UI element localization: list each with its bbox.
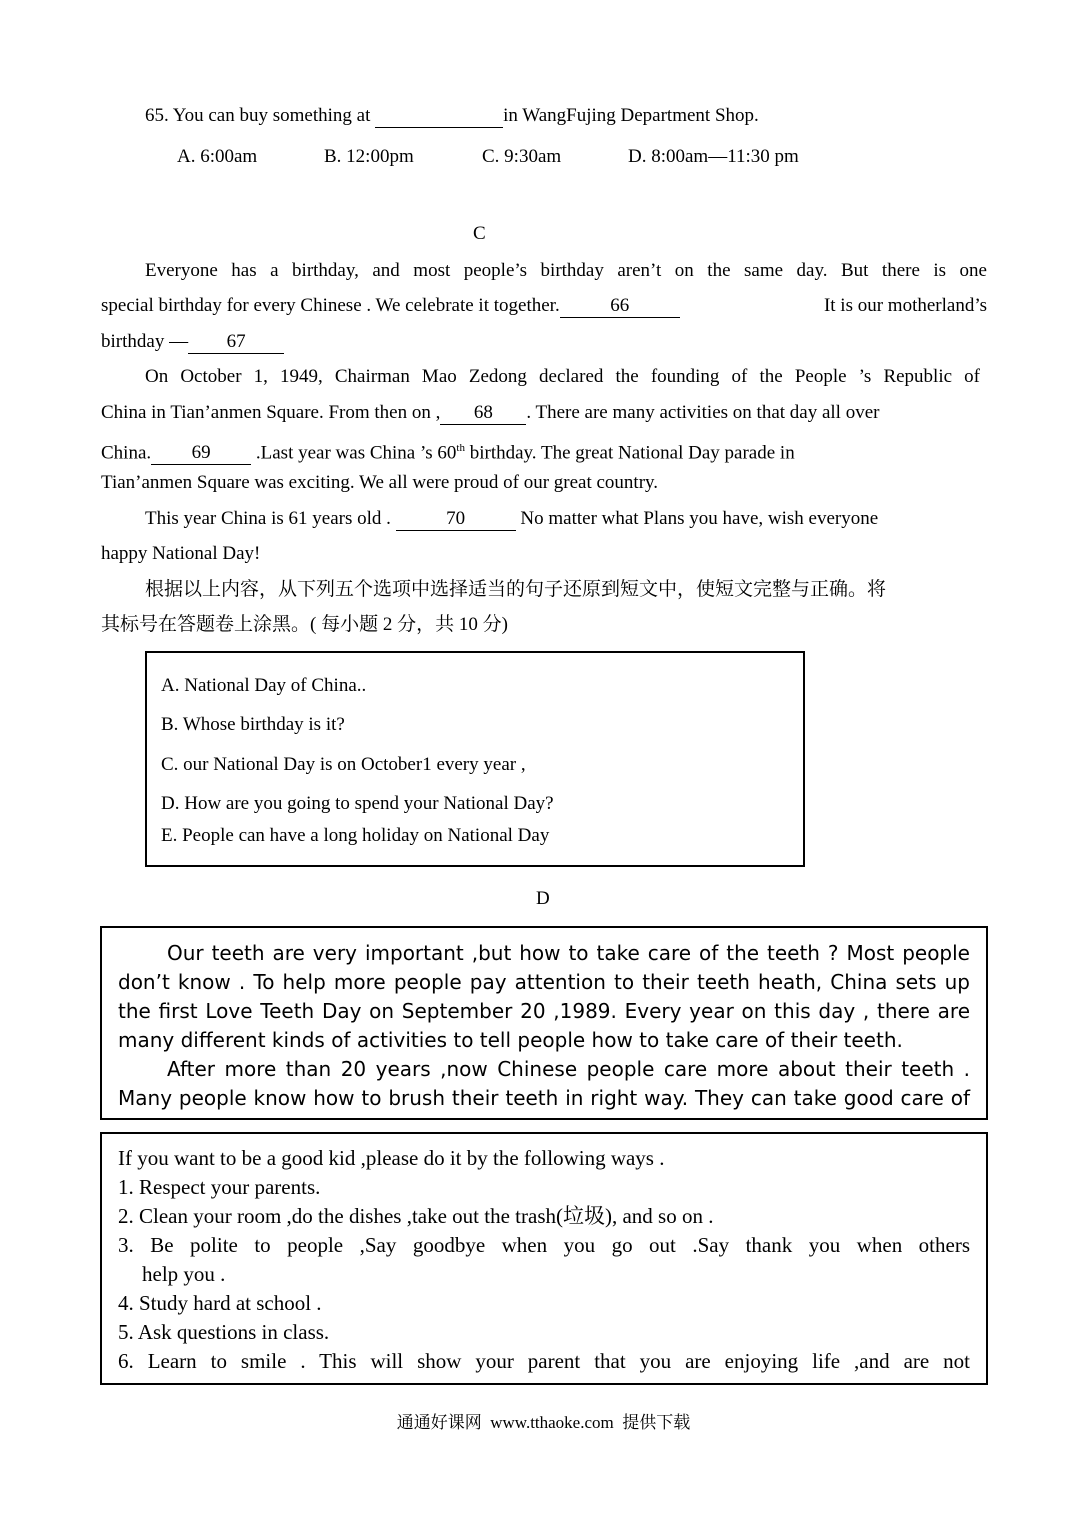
- choices-box: [145, 651, 805, 867]
- kid-line-intro: If you want to be a good kid ,please do it by the following ways .: [118, 1146, 665, 1170]
- blank-67: 67: [188, 331, 284, 354]
- good-kid-box: [100, 1132, 988, 1385]
- q65-stem-after: in WangFujing Department Shop.: [503, 105, 759, 126]
- q65-blank: [375, 105, 503, 128]
- teeth-line-5: After more than 20 years ,now Chinese people care more about their teeth .: [167, 1057, 970, 1081]
- teeth-line-2: don’t know . To help more people pay attention to their teeth heath, China sets up: [118, 970, 970, 994]
- section-c-para2-line1: On October 1, 1949, Chairman Mao Zedong declared the founding of the People ’s Republic of: [145, 366, 980, 387]
- section-c-instruction-line2: 其标号在答题卷上涂黑。( 每小题 2 分，共 10 分): [101, 614, 508, 635]
- teeth-line-6: Many people know how to brush their teeth in right way. They can take good care of: [118, 1086, 970, 1110]
- blank-70: 70: [396, 508, 516, 531]
- q65-option-c: C. 9:30am: [482, 146, 562, 167]
- section-c-instruction-line1: 根据以上内容，从下列五个选项中选择适当的句子还原到短文中，使短文完整与正确。将: [145, 579, 887, 600]
- section-c-para1-line3: birthday — 67: [101, 329, 987, 355]
- question-65: [145, 103, 759, 129]
- section-c-para1-line1: Everyone has a birthday, and most people’s birthday aren’t on the same day. But there is one: [145, 260, 987, 281]
- teeth-line-1: Our teeth are very important ,but how to take care of the teeth ? Most people: [167, 941, 970, 965]
- choice-a: A. National Day of China..: [161, 675, 367, 696]
- kid-line-4: 4. Study hard at school .: [118, 1291, 322, 1315]
- section-c-para2-line3: China. 69 .Last year was China ’s 60th birthday. The great National Day parade in: [101, 442, 795, 464]
- kid-line-3-cont: help you .: [142, 1262, 226, 1286]
- section-c-para1-line2: special birthday for every Chinese . We celebrate it together. 66 It is our motherland’s: [101, 295, 987, 316]
- q65-option-d: D. 8:00am—11:30 pm: [628, 146, 799, 167]
- q65-stem-before: 65. You can buy something at: [145, 105, 376, 126]
- q65-option-a: A. 6:00am: [177, 146, 258, 167]
- choice-b: B. Whose birthday is it?: [161, 714, 345, 735]
- blank-68: 68: [440, 402, 526, 425]
- choice-c: C. our National Day is on October1 every year ,: [161, 754, 526, 775]
- section-c-para3-line2: happy National Day!: [101, 543, 261, 564]
- blank-69: 69: [151, 442, 251, 465]
- q65-option-b: B. 12:00pm: [324, 146, 414, 167]
- teeth-line-4: many different kinds of activities to tell people how to take care of their teeth.: [118, 1028, 903, 1052]
- kid-line-2: 2. Clean your room ,do the dishes ,take out the trash(垃圾), and so on .: [118, 1204, 714, 1228]
- page-footer: 通通好课网 www.tthaoke.com 提供下载: [396, 1413, 691, 1432]
- blank-66: 66: [560, 295, 680, 318]
- kid-line-6: 6. Learn to smile . This will show your parent that you are enjoying life ,and are not: [118, 1349, 970, 1373]
- teeth-passage-box: [100, 926, 988, 1120]
- kid-line-3: 3. Be polite to people ,Say goodbye when you go out .Say thank you when others: [118, 1233, 970, 1257]
- kid-line-1: 1. Respect your parents.: [118, 1175, 321, 1199]
- kid-line-5: 5. Ask questions in class.: [118, 1320, 330, 1344]
- section-c-para2-line2: China in Tian’anmen Square. From then on , 68 . There are many activities on that day all over: [101, 402, 880, 423]
- teeth-line-3: the first Love Teeth Day on September 20 ,1989. Every year on this day , there are: [118, 999, 970, 1023]
- section-c-heading: C: [473, 223, 486, 244]
- section-c-para2-line4: Tian’anmen Square was exciting. We all were proud of our great country.: [101, 472, 659, 493]
- choice-d: D. How are you going to spend your National Day?: [161, 793, 554, 814]
- choice-e: E. People can have a long holiday on National Day: [161, 825, 550, 846]
- section-d-heading: D: [536, 888, 550, 909]
- section-c-para3-line1: This year China is 61 years old . 70 No matter what Plans you have, wish everyone: [145, 508, 879, 529]
